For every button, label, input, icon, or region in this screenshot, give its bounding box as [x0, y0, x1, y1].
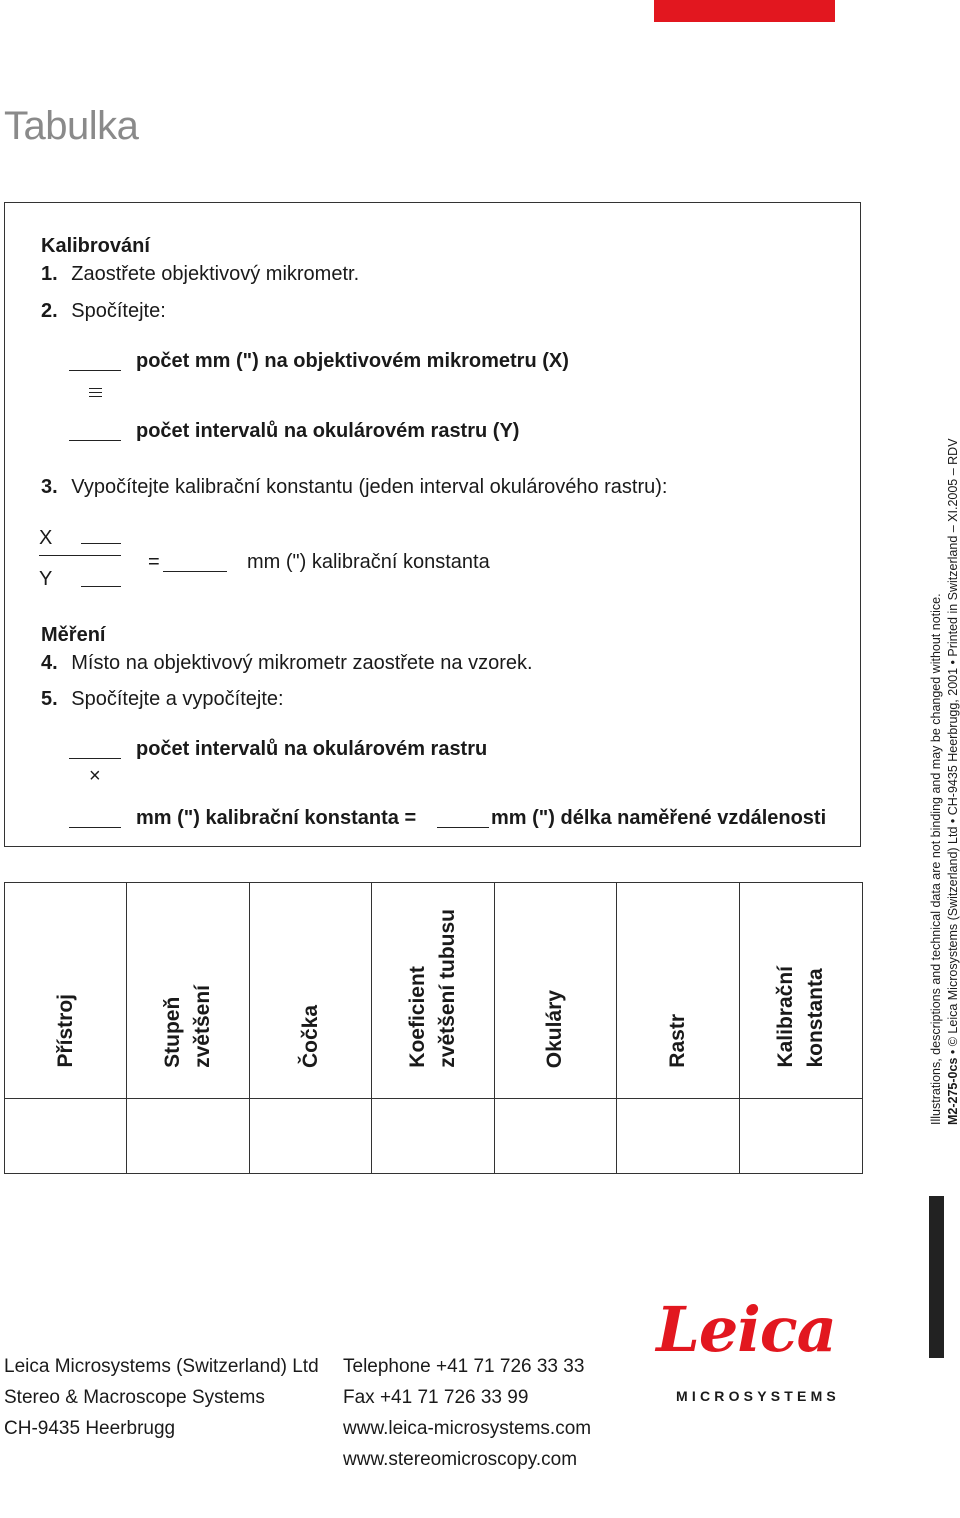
leica-logo	[654, 1290, 838, 1410]
footer-fax: Fax +41 71 726 33 99	[343, 1387, 529, 1408]
constant-eq-label: mm (") kalibrační konstanta =	[136, 807, 417, 829]
count-intervals-label: počet intervalů na okulárovém rastru (Y)	[136, 420, 520, 442]
legal-note-line-2: M2-275-0cs • © Leica Microsystems (Switzerland) Ltd • CH-9435 Heerbrugg, 2001 • Printed in Switzerland – XI.2005 – RDV	[946, 438, 960, 1125]
table-input-cell[interactable]	[495, 1099, 617, 1173]
intervals-label: počet intervalů na okulárovém rastru	[136, 738, 488, 760]
step-3: 3. Vypočítejte kalibrační konstantu (jeden interval okulárového rastru):	[41, 476, 668, 498]
logo-script: Leica	[656, 1293, 836, 1366]
header-cell-calibration-constant: Kalibrační konstanta	[740, 883, 862, 1099]
footer-link-stereo[interactable]: www.stereomicroscopy.com	[343, 1449, 578, 1470]
header-cell-tube-factor: Koeficient zvětšení tubusu	[372, 883, 494, 1099]
calibration-box	[4, 202, 861, 847]
accent-bar	[654, 0, 835, 22]
table-input-cell[interactable]	[740, 1099, 862, 1173]
footer-phone: Telephone +41 71 726 33 33	[343, 1356, 585, 1377]
approx-equal-icon	[89, 388, 102, 399]
y-label: Y	[39, 568, 53, 590]
instrument-table	[4, 882, 863, 1174]
table-input-cell[interactable]	[617, 1099, 739, 1173]
step-4: 4. Místo na objektivový mikrometr zaostřete na vzorek.	[41, 652, 533, 674]
header-cell-magnification: Stupeň zvětšení	[127, 883, 249, 1099]
step-1: 1. Zaostřete objektivový mikrometr.	[41, 263, 360, 285]
blank-y-count[interactable]	[69, 440, 121, 441]
table-input-cell[interactable]	[5, 1099, 127, 1173]
blank-intervals[interactable]	[69, 758, 121, 759]
step-5: 5. Spočítejte a vypočítejte:	[41, 688, 284, 710]
table-input-cell[interactable]	[127, 1099, 249, 1173]
footer-contact	[343, 1351, 591, 1475]
header-cell-lens: Čočka	[250, 883, 372, 1099]
x-label: X	[39, 527, 53, 549]
times-icon: ×	[89, 765, 101, 787]
blank-distance[interactable]	[437, 827, 489, 828]
page-title: Tabulka	[4, 104, 139, 148]
equals-sign: =	[148, 551, 160, 573]
blank-constant-measure[interactable]	[69, 827, 121, 828]
count-mm-label: počet mm (") na objektivovém mikrometru (X)	[136, 350, 569, 372]
distance-label: mm (") délka naměřené vzdálenosti	[491, 807, 827, 829]
blank-x-count[interactable]	[69, 370, 121, 371]
legal-note-line-1: Illustrations, descriptions and technical data are not binding and may be changed without notice.	[929, 593, 943, 1125]
legal-note	[928, 438, 960, 1125]
step-2: 2. Spočítejte:	[41, 300, 166, 322]
header-cell-eyepieces: Okuláry	[495, 883, 617, 1099]
measurement-heading: Měření	[41, 624, 106, 646]
blank-constant[interactable]	[163, 571, 227, 572]
vertical-bar	[929, 1196, 944, 1358]
blank-x[interactable]	[81, 543, 121, 544]
calibration-heading: Kalibrování	[41, 235, 150, 257]
constant-label: mm (") kalibrační konstanta	[247, 551, 490, 573]
table-input-cell[interactable]	[250, 1099, 372, 1173]
footer-company: Leica Microsystems (Switzerland) Ltd Stereo & Macroscope Systems CH-9435 Heerbrugg	[4, 1356, 319, 1439]
header-cell-instrument: Přístroj	[5, 883, 127, 1099]
header-cell-reticle: Rastr	[617, 883, 739, 1099]
fraction-line	[39, 555, 121, 556]
footer-link-leica[interactable]: www.leica-microsystems.com	[343, 1418, 592, 1439]
table-input-cell[interactable]	[372, 1099, 494, 1173]
logo-subtitle: MICROSYSTEMS	[676, 1388, 840, 1404]
blank-y[interactable]	[81, 586, 121, 587]
